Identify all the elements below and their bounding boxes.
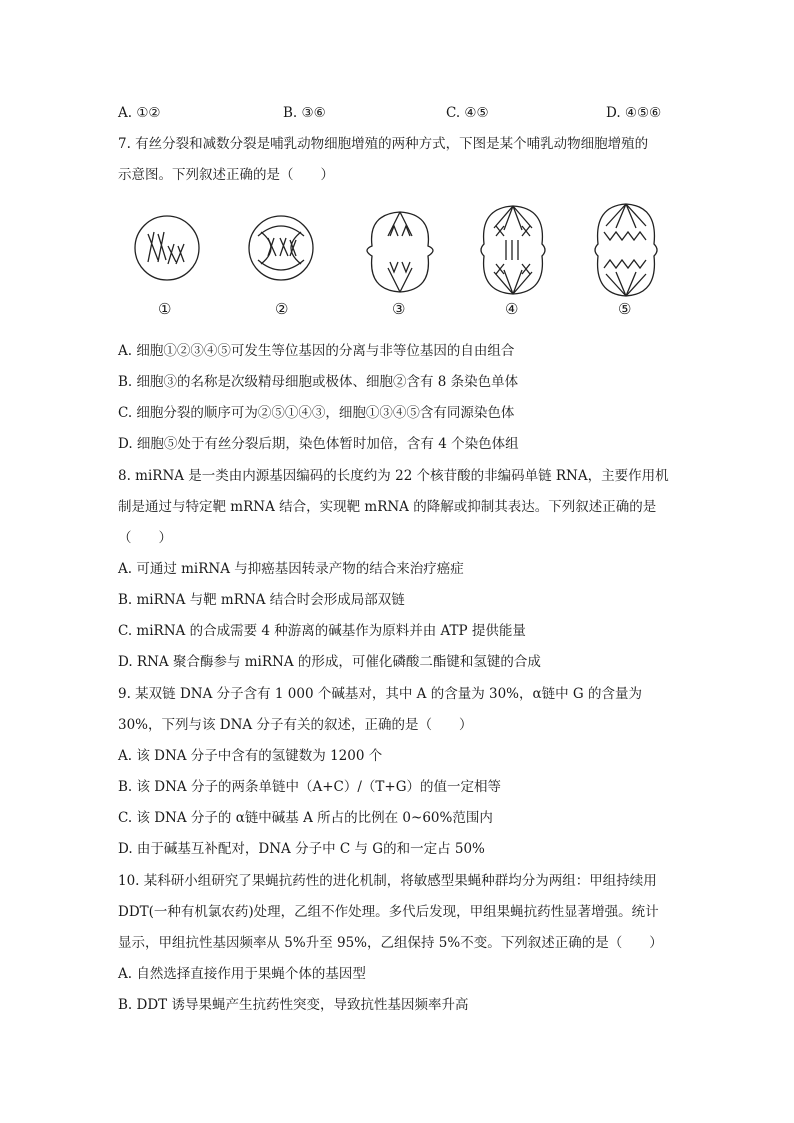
figure-label-4: ④ (505, 300, 519, 318)
q10-option-b: B. DDT 诱导果蝇产生抗药性突变，导致抗性基因频率升高 (118, 997, 469, 1013)
q9-option-c: C. 该 DNA 分子的 α链中碱基 A 所占的比例在 0~60%范围内 (118, 810, 493, 826)
q8-option-c: C. miRNA 的合成需要 4 种游离的碱基作为原料并由 ATP 提供能量 (118, 623, 526, 639)
q7-option-a: A. 细胞①②③④⑤可发生等位基因的分离与非等位基因的自由组合 (118, 343, 515, 359)
q7-option-d: D. 细胞⑤处于有丝分裂后期，染色体暂时加倍，含有 4 个染色体组 (118, 436, 519, 452)
cell-2-diagram (249, 216, 313, 280)
q6-option-c: C. ④⑤ (446, 105, 489, 121)
q9-stem-line-1: 9. 某双链 DNA 分子含有 1 000 个碱基对，其中 A 的含量为 30%，α链中 G 的含量为 (118, 686, 642, 702)
q8-option-b: B. miRNA 与靶 mRNA 结合时会形成局部双链 (118, 592, 405, 608)
q10-option-a: A. 自然选择直接作用于果蝇个体的基因型 (118, 966, 366, 982)
figure-label-2: ② (275, 300, 289, 318)
q9-option-d: D. 由于碱基互补配对，DNA 分子中 C 与 G的和一定占 50% (118, 841, 485, 857)
q9-option-b: B. 该 DNA 分子的两条单链中（A+C）/（T+G）的值一定相等 (118, 779, 502, 795)
q7-stem-line-1: 7. 有丝分裂和减数分裂是哺乳动物细胞增殖的两种方式，下图是某个哺乳动物细胞增殖的 (118, 136, 649, 152)
q6-option-d: D. ④⑤⑥ (606, 105, 662, 121)
q8-option-d: D. RNA 聚合酶参与 miRNA 的形成，可催化磷酸二酯键和氢键的合成 (118, 654, 541, 670)
q10-stem-line-3: 显示，甲组抗性基因频率从 5%升至 95%，乙组保持 5%不变。下列叙述正确的是（ ） (118, 935, 663, 951)
q7-option-c: C. 细胞分裂的顺序可为②⑤①④③，细胞①③④⑤含有同源染色体 (118, 405, 515, 421)
q8-stem-line-1: 8. miRNA 是一类由内源基因编码的长度约为 22 个核苷酸的非编码单链 RNA，主要作用机 (118, 468, 669, 484)
q8-stem-line-2: 制是通过与特定靶 mRNA 结合，实现靶 mRNA 的降解或抑制其表达。下列叙述正确的是 (118, 499, 657, 515)
cell-3-diagram (367, 212, 433, 292)
figure-label-5: ⑤ (618, 300, 632, 318)
cell-5-diagram (595, 204, 657, 296)
q7-option-b: B. 细胞③的名称是次级精母细胞或极体、细胞②含有 8 条染色单体 (118, 374, 519, 390)
q10-stem-line-1: 10. 某科研小组研究了果蝇抗药性的进化机制，将敏感型果蝇种群均分为两组：甲组持续用 (118, 873, 657, 889)
cell-1-diagram (135, 216, 199, 280)
q9-stem-line-2: 30%，下列与该 DNA 分子有关的叙述，正确的是（ ） (118, 717, 473, 733)
figure-label-1: ① (158, 300, 172, 318)
cell-division-figure (118, 196, 678, 301)
q6-option-b: B. ③⑥ (283, 105, 326, 121)
cell-4-diagram (481, 206, 545, 294)
q6-option-a: A. ①② (118, 105, 161, 121)
q8-option-a: A. 可通过 miRNA 与抑癌基因转录产物的结合来治疗癌症 (118, 561, 464, 577)
q7-stem-line-2: 示意图。下列叙述正确的是（ ） (118, 167, 334, 183)
figure-label-3: ③ (392, 300, 406, 318)
q8-stem-line-3: （ ） (118, 530, 172, 546)
q9-option-a: A. 该 DNA 分子中含有的氢键数为 1200 个 (118, 748, 383, 764)
q10-stem-line-2: DDT(一种有机氯农药)处理，乙组不作处理。多代后发现，甲组果蝇抗药性显著增强。统计 (118, 904, 659, 920)
